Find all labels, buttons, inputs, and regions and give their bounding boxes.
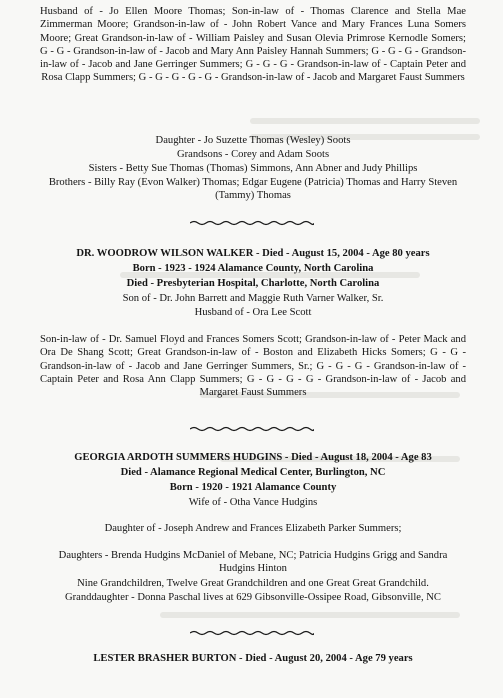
entry2-family-relations: Son-in-law of - Dr. Samuel Floyd and Frances Somers Scott; Grandson-in-law of - Peter Mack and Ora De Shang Scott; Great Grandson-in-law of - Boston and Elizabeth Hicks Somers; G - G - Grandson-in-law of - Jacob and Jane Gerringer Summers, Sr.; G - G - G - Grandson-in-law of - Captain Peter and Rosa Ann Clapp Summers; G - G - G - G - Grandson-in-law of - Jacob and Margaret Faust Summers [40, 334, 466, 399]
entry2-born: Born - 1923 - 1924 Alamance County, North Carolina [132, 263, 374, 274]
entry3-granddaughter: Granddaughter - Donna Paschal lives at 629 Gibsonville-Ossipee Road, Gibsonville, NC [64, 592, 441, 603]
entry2-husband-of: Husband of - Ora Lee Scott [194, 307, 312, 318]
entry1-survivor-daughter: Daughter - Jo Suzette Thomas (Wesley) Soots [155, 135, 351, 146]
entry3-heading: GEORGIA ARDOTH SUMMERS HUDGINS - Died - August 18, 2004 - Age 83 [74, 452, 432, 463]
section-divider [190, 426, 314, 432]
entry3-wife-of: Wife of - Otha Vance Hudgins [188, 497, 318, 508]
entry2-heading: DR. WOODROW WILSON WALKER - Died - August 15, 2004 - Age 80 years [76, 248, 430, 259]
bleed-through-mark [160, 612, 460, 618]
section-divider [190, 630, 314, 636]
entry2-died: Died - Presbyterian Hospital, Charlotte, North Carolina [126, 278, 380, 289]
bleed-through-mark [250, 118, 480, 124]
entry1-family-relations: Husband of - Jo Ellen Moore Thomas; Son-in-law of - Thomas Clarence and Stella Mae Zimmerman Moore; Grandson-in-law of - John Robert Vance and Mary Frances Luna Somers Moore; Great Grandson-in-law of - William Paisley and Susan Olevia Primrose Kernodle Somers; G - G - Grandson-in-law of - Jacob and Mary Ann Paisley Hannah Summers; G - G - G - Grandson-in-law of - Jacob and Jane Gerringer Summers; G - G - G - Grandson-in-law of - Captain Peter and Rosa Clapp Summers; G - G - G - G - G - Grandson-in-law of - Jacob and Margaret Faust Summers [40, 6, 466, 84]
entry1-survivor-sisters: Sisters - Betty Sue Thomas (Thomas) Simmons, Ann Abner and Judy Phillips [88, 163, 418, 174]
entry3-daughter-of: Daughter of - Joseph Andrew and Frances Elizabeth Parker Summers; [104, 523, 402, 534]
entry3-died: Died - Alamance Regional Medical Center, Burlington, NC [120, 467, 386, 478]
entry1-survivor-brothers: Brothers - Billy Ray (Evon Walker) Thomas; Edgar Eugene (Patricia) Thomas and Harry Steven (Tammy) Thomas [48, 177, 458, 202]
entry3-grandchildren: Nine Grandchildren, Twelve Great Grandchildren and one Great Great Grandchild. [77, 578, 429, 589]
section-divider [190, 220, 314, 226]
entry1-survivor-grandsons: Grandsons - Corey and Adam Soots [176, 149, 330, 160]
entry2-son-of: Son of - Dr. John Barrett and Maggie Ruth Varner Walker, Sr. [122, 293, 384, 304]
entry3-born: Born - 1920 - 1921 Alamance County [169, 482, 337, 493]
entry3-daughters: Daughters - Brenda Hudgins McDaniel of Mebane, NC; Patricia Hudgins Grigg and Sandra Hudgins Hinton [58, 550, 448, 575]
entry4-heading: LESTER BRASHER BURTON - Died - August 20, 2004 - Age 79 years [93, 653, 413, 664]
